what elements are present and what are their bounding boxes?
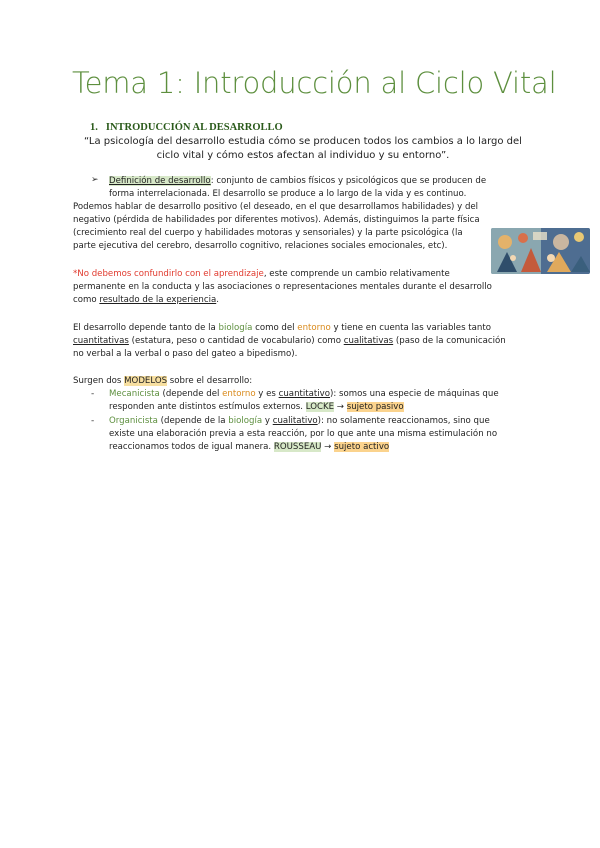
m1-text-a: (depende del [159, 389, 223, 399]
models-intro [73, 375, 513, 388]
dep-text-e: (paso de la comunicación [393, 336, 506, 346]
biology-word: biología [218, 323, 253, 333]
organicist-line-1 [109, 415, 529, 428]
section-heading [90, 122, 283, 133]
m2-qualitative-word: cualitativo [272, 416, 318, 426]
warning-line-2: permanente en la conducta y las asociaciones o representaciones mentales durante el desarrollo [73, 282, 492, 292]
locke-highlight: LOCKE [305, 402, 335, 412]
warning-red-text: *No debemos confundirlo con el aprendizaje [73, 269, 264, 279]
dep-text-c: y tiene en cuenta las variables tanto [330, 323, 491, 333]
warning-line-1 [73, 268, 513, 281]
m1-quantitative-word: cuantitativo [278, 389, 331, 399]
dependence-line-2 [73, 335, 523, 348]
warning-text-pre: como [73, 295, 100, 305]
dash-bullet-icon: - [91, 389, 95, 399]
m1-text-c: ): somos una especie de máquinas que [330, 389, 499, 399]
warning-text: , este comprende un cambio relativamente [263, 269, 450, 279]
section-title: INTRODUCCIÓN AL DESARROLLO [105, 122, 283, 133]
mechanicist-name: Mecanicista [109, 389, 160, 399]
dependence-line-3: no verbal a la verbal o paso del gateo a bipedismo). [73, 349, 298, 359]
definition-line-5: (crecimiento real del cuerpo y habilidades motoras y sensoriales) y la parte psicológica (la [73, 228, 463, 238]
experience-underlined: resultado de la experiencia [99, 295, 217, 305]
m1-text-d: responden ante distintos estímulos externos. [109, 402, 306, 412]
m1-text-b: y es [255, 389, 279, 399]
dep-text-a: El desarrollo depende tanto de la [73, 323, 219, 333]
m2-text-b: y [262, 416, 273, 426]
warning-text-post: . [216, 295, 219, 305]
intro-quote: “La psicología del desarrollo estudia cómo se producen todos los cambios a lo largo del ciclo vital y cómo estos afectan al individuo y su entorno”. [84, 136, 522, 161]
organicist-line-3 [109, 441, 529, 454]
dep-text-d: (estatura, peso o cantidad de vocabulario) como [128, 336, 344, 346]
models-text-b: sobre el desarrollo: [167, 376, 253, 386]
dependence-line-1 [73, 322, 523, 335]
rousseau-highlight: ROUSSEAU [273, 442, 322, 452]
organicist-line-2: existe una elaboración previa a esta reacción, por lo que ante una misma estimulación no [109, 429, 498, 439]
models-highlight: MODELOS [124, 376, 168, 386]
qualitative-word: cualitativas [343, 336, 394, 346]
passive-subject-highlight: sujeto pasivo [346, 402, 404, 412]
m1-arrow: → [334, 402, 347, 412]
quantitative-word: cuantitativas [73, 336, 129, 346]
page-title: Tema 1: Introducción al Ciclo Vital [72, 66, 557, 100]
active-subject-highlight: sujeto activo [334, 442, 390, 452]
dep-text-b: como del [252, 323, 298, 333]
models-text-a: Surgen dos [73, 376, 125, 386]
definition-line-1 [109, 175, 509, 188]
mechanicist-line-2 [109, 401, 529, 414]
definition-line-6: parte ejecutiva del cerebro, desarrollo cognitivo, relaciones sociales emocionales, etc). [73, 241, 448, 251]
arrow-bullet-icon: ➢ [91, 175, 99, 185]
m2-arrow: → [321, 442, 335, 452]
section-number: 1. [90, 122, 98, 133]
organicist-name: Organicista [109, 416, 158, 426]
warning-line-3 [73, 294, 513, 307]
m2-text-a: (depende de la [157, 416, 229, 426]
definition-line-4: negativo (pérdida de habilidades por diferentes motivos). Además, distinguimos la parte física [73, 215, 480, 225]
m1-environment-word: entorno [222, 389, 256, 399]
definition-line-2: forma interrelacionada. El desarrollo se produce a lo largo de la vida y es continuo. [109, 189, 467, 199]
mechanicist-line-1 [109, 388, 529, 401]
dash-bullet-icon: - [91, 416, 95, 426]
definition-line-3: Podemos hablar de desarrollo positivo (el deseado, en el que desarrollamos habilidades) y del [73, 202, 479, 212]
m2-text-c: ): no solamente reaccionamos, sino que [317, 416, 490, 426]
m2-biology-word: biología [228, 416, 263, 426]
definition-text: : conjunto de cambios físicos y psicológicos que se producen de [210, 176, 487, 186]
m2-text-d: reaccionamos todos de igual manera. [109, 442, 274, 452]
environment-word: entorno [297, 323, 331, 333]
definition-term: Definición de desarrollo [109, 176, 211, 186]
